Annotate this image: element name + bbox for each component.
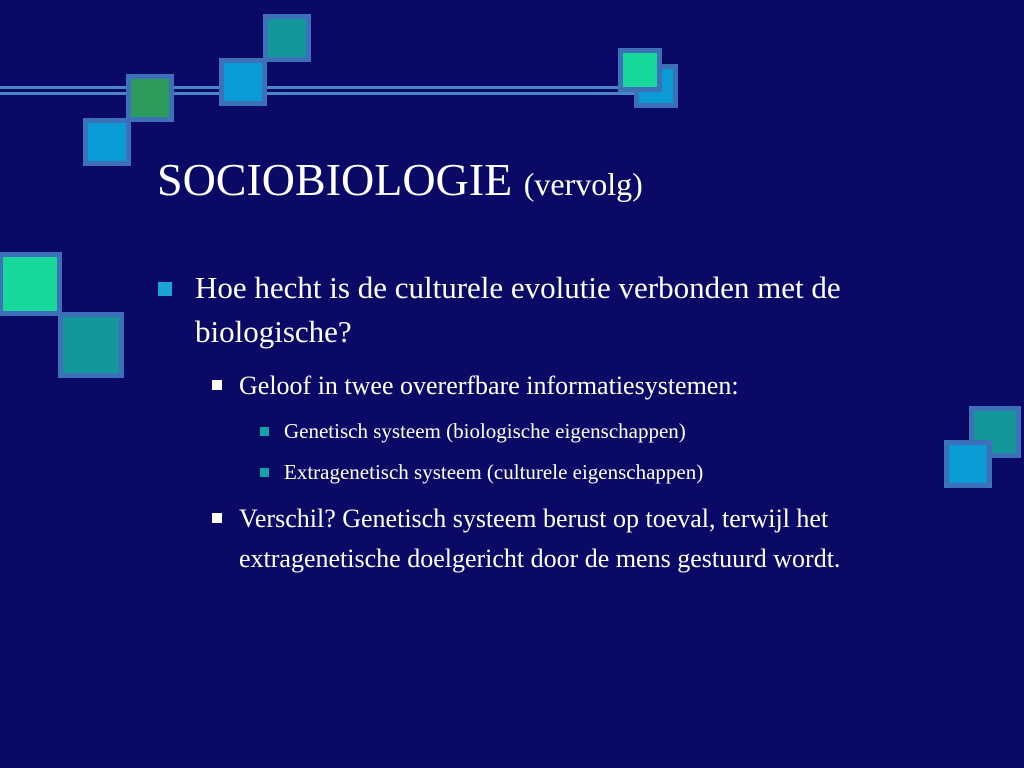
square-bullet-icon: [212, 513, 222, 523]
title-suffix: (vervolg): [523, 166, 643, 202]
bullet-text: Verschil? Genetisch systeem berust op toeval, terwijl het extragenetische doelgericht door de mens gestuurd wordt.: [239, 504, 841, 573]
square-bullet-icon: [212, 380, 222, 390]
decorative-square: [58, 312, 124, 378]
decorative-line: [0, 86, 660, 89]
decorative-square: [618, 48, 662, 92]
square-bullet-icon: [260, 427, 269, 436]
decorative-square: [83, 118, 131, 166]
decorative-square: [263, 14, 311, 62]
bullet-level-2: [239, 366, 939, 406]
bullet-text: Genetisch systeem (biologische eigenschappen): [284, 419, 686, 443]
bullet-level-3: [284, 457, 904, 487]
bullet-level-1: [195, 266, 915, 354]
bullet-text: Geloof in twee overerfbare informatiesystemen:: [239, 371, 739, 400]
bullet-text: Hoe hecht is de culturele evolutie verbonden met de biologische?: [195, 270, 841, 349]
decorative-square: [219, 58, 267, 106]
decorative-line: [0, 92, 660, 95]
square-bullet-icon: [158, 282, 172, 296]
decorative-square: [126, 74, 174, 122]
title-main: SOCIOBIOLOGIE: [157, 154, 513, 205]
square-bullet-icon: [260, 468, 269, 477]
decorative-square: [0, 252, 62, 316]
bullet-level-3: [284, 416, 904, 446]
slide-title: [157, 150, 643, 214]
decorative-square: [944, 440, 992, 488]
bullet-level-2: [239, 499, 939, 579]
bullet-text: Extragenetisch systeem (culturele eigenschappen): [284, 460, 704, 484]
